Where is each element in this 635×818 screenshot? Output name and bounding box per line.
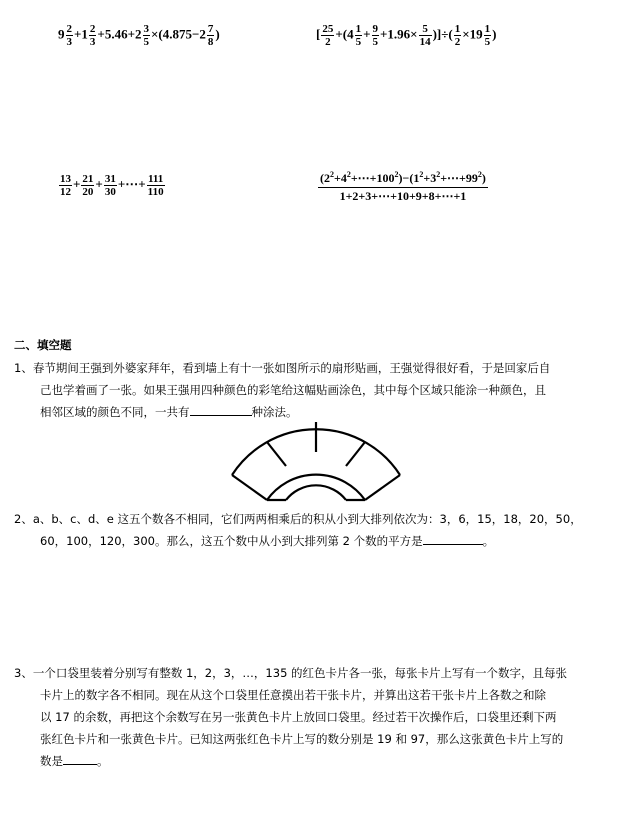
q3-line-2: 卡片上的数字各不相同。现在从这个口袋里任意摸出若干张卡片，并算出这若干张卡片上各数之和除 <box>40 688 546 702</box>
q3-line-3: 以 17 的余数，再把这个余数写在另一张黄色卡片上放回口袋里。经过若干次操作后，口袋里还剩下两 <box>40 710 557 724</box>
e2-fraction-2: $\frac{1}{5}$ <box>355 23 362 48</box>
e2-fraction-6: $\frac{1}{5}$ <box>484 23 491 48</box>
q2-number: 2、 <box>14 512 33 526</box>
fan-divider-1 <box>267 442 286 466</box>
e3-part-1: + <box>73 176 81 192</box>
fan-right-edge <box>365 475 400 500</box>
e2-fraction-3: $\frac{9}{5}$ <box>372 23 379 48</box>
e2-fraction-1: $\frac{25}{2}$ <box>322 23 334 48</box>
e1-whole-4: 2 <box>199 26 206 42</box>
q3-number: 3、 <box>14 666 33 680</box>
e1-whole-3: 2 <box>135 26 142 42</box>
q3-line-4: 张红色卡片和一张黄色卡片。已知这两张红色卡片上写的数分别是 19 和 97，那么这张黄色卡片上写的 <box>40 732 564 746</box>
e3-part-3: +⋯+ <box>117 176 146 192</box>
e1-close: ) <box>215 26 220 42</box>
e1-fraction-2: $\frac{2}{3}$ <box>89 23 96 48</box>
q3-answer-blank[interactable] <box>63 752 97 765</box>
e4-fraction <box>318 170 488 204</box>
e2-fraction-5: $\frac{1}{2}$ <box>454 23 461 48</box>
expression-4 <box>318 170 488 204</box>
e2-part-3: +1.96× <box>380 26 418 42</box>
expression-2 <box>316 23 496 48</box>
question-1 <box>14 357 634 423</box>
e1-fraction-4: $\frac{7}{8}$ <box>207 23 214 48</box>
e1-middle: +5.46+ <box>97 26 135 42</box>
fan-left-edge <box>232 475 267 500</box>
e3-fraction-2: $\frac{21}{20}$ <box>82 173 94 198</box>
e1-whole-1: 9 <box>58 26 65 42</box>
e4-denominator: 1+2+3+⋯+10+9+8+⋯+1 <box>339 189 467 203</box>
e1-fraction-3: $\frac{3}{5}$ <box>143 23 149 48</box>
q1-answer-blank[interactable] <box>190 403 252 416</box>
q2-line-2b: 。 <box>482 534 495 548</box>
e1-middle-2: ×(4.875− <box>151 26 200 42</box>
q1-line-1: 春节期间王强到外婆家拜年，看到墙上有十一张如图所示的扇形贴画，王强觉得很好看，于是回家后自 <box>32 361 551 375</box>
e2-fraction-4: $\frac{5}{14}$ <box>419 23 431 48</box>
e3-fraction-4: $\frac{111}{110}$ <box>147 173 164 198</box>
e2-part-1: +(4 <box>335 26 354 42</box>
e2-part-4: )]÷( <box>432 26 453 42</box>
e1-operator: + <box>74 26 82 42</box>
q1-number: 1、 <box>14 361 33 375</box>
fan-middle-arc <box>267 475 365 500</box>
e2-part-2: + <box>363 26 371 42</box>
q3-line-1: 一个口袋里装着分别写有整数 1，2，3，…，135 的红色卡片各一张，每张卡片上写有一个数字，且每张 <box>32 666 568 680</box>
fan-divider-3 <box>346 442 365 466</box>
question-3 <box>14 662 634 772</box>
q2-line-1: a、b、c、d、e 这五个数各不相同，它们两两相乘后的积从小到大排列依次为：3，6，15，18，20，50， <box>32 512 582 526</box>
e3-part-2: + <box>95 176 103 192</box>
section-title: 二、填空题 <box>14 338 72 352</box>
q3-line-5a: 数是 <box>40 754 63 768</box>
e3-fraction-3: $\frac{31}{30}$ <box>104 173 116 198</box>
question-2 <box>14 508 634 552</box>
fan-figure <box>220 418 412 510</box>
q2-answer-blank[interactable] <box>423 532 483 545</box>
expression-1 <box>58 23 220 48</box>
e2-open: [ <box>316 26 321 42</box>
e3-fraction-1: $\frac{13}{12}$ <box>60 173 71 198</box>
q1-line-3b: 种涂法。 <box>251 405 298 419</box>
e1-whole-2: 1 <box>81 26 88 42</box>
q2-line-2a: 60，100，120，300。那么，这五个数中从小到大排列第 2 个数的平方是 <box>40 534 423 548</box>
q3-line-5b: 。 <box>97 754 109 768</box>
expression-3 <box>58 173 166 198</box>
q1-line-3a: 相邻区域的颜色不同，一共有 <box>40 405 190 419</box>
fan-inner-arc <box>286 485 346 500</box>
e2-part-5: ×19 <box>462 26 483 42</box>
e4-numerator: $(2^2+4^2+\cdots+100^2)-(1^2+3^2+\cdots+99^2)$ <box>318 170 488 188</box>
q1-line-2: 己也学着画了一张。如果王强用四种颜色的彩笔给这幅贴画涂色，其中每个区域只能涂一种颜色，且 <box>40 383 546 397</box>
e2-close: ) <box>492 26 497 42</box>
e1-fraction-1: $\frac{2}{3}$ <box>66 23 72 48</box>
